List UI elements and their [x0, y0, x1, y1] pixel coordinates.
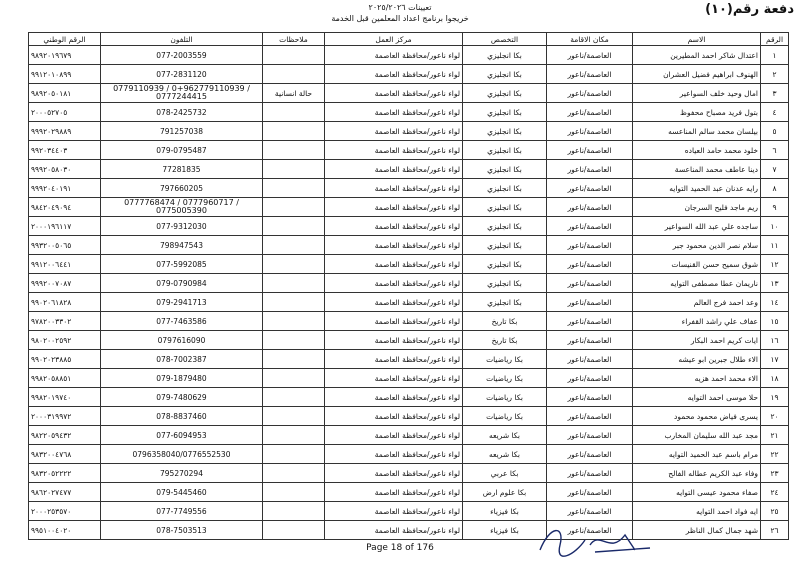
row-residence: العاصمة/ناعور [547, 445, 633, 464]
row-residence: العاصمة/ناعور [547, 122, 633, 141]
table-row [29, 483, 789, 502]
row-specialty: بكا انجليزي [463, 217, 547, 236]
row-specialty: بكا انجليزي [463, 141, 547, 160]
row-residence: العاصمة/ناعور [547, 255, 633, 274]
row-specialty: بكا رياضيات [463, 388, 547, 407]
row-workplace: لواء ناعور/محافظة العاصمة [325, 141, 463, 160]
row-national-id: ٩٧٨٢٠٠٣٣٠٢ [29, 312, 101, 331]
row-specialty: بكا فيزياء [463, 502, 547, 521]
row-residence: العاصمة/ناعور [547, 84, 633, 103]
row-residence: العاصمة/ناعور [547, 179, 633, 198]
row-specialty: بكا انجليزي [463, 65, 547, 84]
row-specialty: بكا انجليزي [463, 179, 547, 198]
row-residence: العاصمة/ناعور [547, 350, 633, 369]
row-name: ناريمان عطا مصطفى التوايه [633, 274, 761, 293]
row-name: الهنوف ابراهيم فضيل العشران [633, 65, 761, 84]
row-residence: العاصمة/ناعور [547, 312, 633, 331]
title-line-2: خريجوا برنامج اعداد المعلمين قبل الخدمة [331, 14, 469, 23]
table-row [29, 255, 789, 274]
row-national-id: ٢٠٠٠٥٢٧٠٥ [29, 103, 101, 122]
row-index: ١٦ [761, 331, 789, 350]
row-workplace: لواء ناعور/محافظة العاصمة [325, 350, 463, 369]
row-national-id: ٩٨٢٢٠٥٩٤٣٢ [29, 426, 101, 445]
row-national-id: ٩٩٠٢٠٦١٨٢٨ [29, 293, 101, 312]
row-notes [263, 426, 325, 445]
col-header-notes: ملاحظات [263, 33, 325, 46]
row-residence: العاصمة/ناعور [547, 198, 633, 217]
col-header-workplace: مركز العمل [325, 33, 463, 46]
row-notes [263, 388, 325, 407]
row-notes [263, 65, 325, 84]
table-row [29, 445, 789, 464]
row-name: شوق سميح حسن القنيسات [633, 255, 761, 274]
col-header-specialty: التخصص [463, 33, 547, 46]
row-index: ٢٥ [761, 502, 789, 521]
row-national-id: ٩٩٥١٠٠٤٠٢٠ [29, 521, 101, 540]
row-workplace: لواء ناعور/محافظة العاصمة [325, 521, 463, 540]
row-national-id: ٩٩٣٢٠٠٥٠٦٥ [29, 236, 101, 255]
row-workplace: لواء ناعور/محافظة العاصمة [325, 255, 463, 274]
row-residence: العاصمة/ناعور [547, 502, 633, 521]
row-index: ٥ [761, 122, 789, 141]
row-notes [263, 521, 325, 540]
row-notes [263, 179, 325, 198]
row-workplace: لواء ناعور/محافظة العاصمة [325, 84, 463, 103]
row-specialty: بكا انجليزي [463, 46, 547, 65]
row-phone: 077-5992085 [101, 255, 263, 274]
row-index: ١٠ [761, 217, 789, 236]
row-index: ١٨ [761, 369, 789, 388]
row-index: ٢ [761, 65, 789, 84]
row-workplace: لواء ناعور/محافظة العاصمة [325, 274, 463, 293]
row-workplace: لواء ناعور/محافظة العاصمة [325, 103, 463, 122]
row-residence: العاصمة/ناعور [547, 217, 633, 236]
table-row [29, 312, 789, 331]
row-notes [263, 141, 325, 160]
table-row [29, 84, 789, 103]
table-row [29, 293, 789, 312]
row-index: ٢٠ [761, 407, 789, 426]
table-row [29, 122, 789, 141]
row-national-id: ٩٨٠٢٠٠٢٥٩٢ [29, 331, 101, 350]
row-national-id: ٩٩٨٢٠٥٨٨٥١ [29, 369, 101, 388]
row-residence: العاصمة/ناعور [547, 274, 633, 293]
row-national-id: ٩٩٠٢٠٢٣٨٨٥ [29, 350, 101, 369]
row-notes [263, 464, 325, 483]
row-national-id: ٩٨٩٢٠١٩٦٧٩ [29, 46, 101, 65]
row-specialty: بكا انجليزي [463, 274, 547, 293]
row-index: ١ [761, 46, 789, 65]
page-number: Page 18 of 176 [366, 543, 434, 553]
row-workplace: لواء ناعور/محافظة العاصمة [325, 407, 463, 426]
row-specialty: بكا انجليزي [463, 293, 547, 312]
row-notes [263, 236, 325, 255]
row-phone: 078-2425732 [101, 103, 263, 122]
row-name: سلام نصر الدين محمود جبر [633, 236, 761, 255]
row-name: شهد جمال كمال الناظر [633, 521, 761, 540]
row-index: ٢٢ [761, 445, 789, 464]
row-specialty: بكا انجليزي [463, 122, 547, 141]
row-residence: العاصمة/ناعور [547, 483, 633, 502]
row-phone: 079-2941713 [101, 293, 263, 312]
row-residence: العاصمة/ناعور [547, 388, 633, 407]
row-specialty: بكا فيزياء [463, 521, 547, 540]
row-workplace: لواء ناعور/محافظة العاصمة [325, 293, 463, 312]
row-residence: العاصمة/ناعور [547, 141, 633, 160]
row-phone: 078-8837460 [101, 407, 263, 426]
row-national-id: ٩٨٤٢٠٤٩٠٩٤ [29, 198, 101, 217]
row-index: ٢١ [761, 426, 789, 445]
row-phone: 0779110939 / 0+962779110939 / 0777244415 [101, 84, 263, 103]
row-name: صفاء محمود عيسى التوايه [633, 483, 761, 502]
row-name: اعتدال شاكر احمد المطيرين [633, 46, 761, 65]
row-phone: 0796358040/0776552530 [101, 445, 263, 464]
row-index: ٢٤ [761, 483, 789, 502]
row-notes [263, 445, 325, 464]
row-phone: 795270294 [101, 464, 263, 483]
row-specialty: بكا انجليزي [463, 198, 547, 217]
row-index: ١٣ [761, 274, 789, 293]
row-national-id: ٩٩٨٢٠١٩٧٤٠ [29, 388, 101, 407]
row-phone: 079-0790984 [101, 274, 263, 293]
row-phone: 077-2003559 [101, 46, 263, 65]
row-national-id: ٩٨٣٢٠٥٢٢٢٢ [29, 464, 101, 483]
col-header-national-id: الرقم الوطني [29, 33, 101, 46]
row-phone: 079-7480629 [101, 388, 263, 407]
row-workplace: لواء ناعور/محافظة العاصمة [325, 122, 463, 141]
row-national-id: ٩٩٢٠٣٤٤٠٣ [29, 141, 101, 160]
row-index: ٣ [761, 84, 789, 103]
row-national-id: ٩٨٣٢٠٠٤٧٦٨ [29, 445, 101, 464]
row-national-id: ٩٩٩٢٠٠٧٠٨٧ [29, 274, 101, 293]
document-title [0, 2, 800, 24]
row-residence: العاصمة/ناعور [547, 369, 633, 388]
col-header-phone: التلفون [101, 33, 263, 46]
row-index: ٨ [761, 179, 789, 198]
row-specialty: بكا شريعه [463, 445, 547, 464]
table-row [29, 274, 789, 293]
row-workplace: لواء ناعور/محافظة العاصمة [325, 46, 463, 65]
row-specialty: بكا رياضيات [463, 407, 547, 426]
row-workplace: لواء ناعور/محافظة العاصمة [325, 502, 463, 521]
row-residence: العاصمة/ناعور [547, 293, 633, 312]
row-index: ٦ [761, 141, 789, 160]
col-header-name: الاسم [633, 33, 761, 46]
table-row [29, 160, 789, 179]
row-national-id: ٩٩١٢٠١٠٨٩٩ [29, 65, 101, 84]
row-residence: العاصمة/ناعور [547, 521, 633, 540]
row-notes [263, 407, 325, 426]
row-phone: 077-2831120 [101, 65, 263, 84]
row-specialty: بكا تاريخ [463, 312, 547, 331]
row-name: مجد عبد الله سليمان المخارب [633, 426, 761, 445]
row-phone: 77281835 [101, 160, 263, 179]
row-name: دينا عاطف محمد المناعسة [633, 160, 761, 179]
row-index: ١٩ [761, 388, 789, 407]
row-specialty: بكا رياضيات [463, 369, 547, 388]
row-notes: حالة انسانية [263, 84, 325, 103]
row-national-id: ٩٨٦٢٠٢٧٤٧٧ [29, 483, 101, 502]
row-workplace: لواء ناعور/محافظة العاصمة [325, 331, 463, 350]
row-national-id: ٩٩٩٢٠٢٩٨٨٩ [29, 122, 101, 141]
table-row [29, 369, 789, 388]
row-notes [263, 122, 325, 141]
table-row [29, 46, 789, 65]
row-name: مرام باسم عبد الحميد التوايه [633, 445, 761, 464]
row-national-id: ٩٩١٢٠٠٦٤٤١ [29, 255, 101, 274]
row-workplace: لواء ناعور/محافظة العاصمة [325, 312, 463, 331]
row-notes [263, 502, 325, 521]
row-index: ٧ [761, 160, 789, 179]
row-residence: العاصمة/ناعور [547, 464, 633, 483]
row-phone: 078-7503513 [101, 521, 263, 540]
row-phone: 791257038 [101, 122, 263, 141]
table-row [29, 236, 789, 255]
row-index: ١١ [761, 236, 789, 255]
row-workplace: لواء ناعور/محافظة العاصمة [325, 445, 463, 464]
row-national-id: ٢٠٠٠١٩٦١١٧ [29, 217, 101, 236]
row-workplace: لواء ناعور/محافظة العاصمة [325, 236, 463, 255]
row-phone: 079-1879480 [101, 369, 263, 388]
row-phone: 077-7463586 [101, 312, 263, 331]
row-specialty: بكا تاريخ [463, 331, 547, 350]
row-phone: 077-9312030 [101, 217, 263, 236]
row-name: بيلسان محمد سالم المناعسه [633, 122, 761, 141]
row-name: عفاف علي راشد القفراء [633, 312, 761, 331]
row-phone: 077-7749556 [101, 502, 263, 521]
row-name: يسرى فياض محمود محمود [633, 407, 761, 426]
row-workplace: لواء ناعور/محافظة العاصمة [325, 464, 463, 483]
row-index: ٢٣ [761, 464, 789, 483]
row-notes [263, 293, 325, 312]
row-notes [263, 369, 325, 388]
appointments-table [28, 32, 789, 540]
row-specialty: بكا شريعه [463, 426, 547, 445]
row-name: بتول فريد مصباح محفوظ [633, 103, 761, 122]
table-header-row [29, 33, 789, 46]
row-name: ايه فواد احمد التوايه [633, 502, 761, 521]
row-national-id: ٢٠٠٠٢٥٣٥٧٠ [29, 502, 101, 521]
row-notes [263, 274, 325, 293]
row-residence: العاصمة/ناعور [547, 103, 633, 122]
row-specialty: بكا انجليزي [463, 84, 547, 103]
row-residence: العاصمة/ناعور [547, 160, 633, 179]
row-notes [263, 312, 325, 331]
title-line-1: تعيينات ٢٠٢٥/٢٠٢٦ [368, 3, 432, 12]
table-row [29, 521, 789, 540]
row-name: ساجده علي عبد الله السواعير [633, 217, 761, 236]
row-specialty: بكا انجليزي [463, 255, 547, 274]
row-workplace: لواء ناعور/محافظة العاصمة [325, 369, 463, 388]
row-index: ١٧ [761, 350, 789, 369]
col-header-index: الرقم [761, 33, 789, 46]
row-national-id: ٩٨٩٢٠٥٠١٨١ [29, 84, 101, 103]
row-phone: 079-0795487 [101, 141, 263, 160]
row-phone: 797660205 [101, 179, 263, 198]
row-name: خلود محمد حامد العياده [633, 141, 761, 160]
row-name: وفاء عبد الكريم عطاله الفالح [633, 464, 761, 483]
table-row [29, 407, 789, 426]
row-specialty: بكا علوم ارض [463, 483, 547, 502]
table-row [29, 217, 789, 236]
row-index: ١٥ [761, 312, 789, 331]
table-row [29, 65, 789, 84]
row-workplace: لواء ناعور/محافظة العاصمة [325, 388, 463, 407]
table-row [29, 426, 789, 445]
row-notes [263, 350, 325, 369]
row-residence: العاصمة/ناعور [547, 407, 633, 426]
row-phone: 0797616090 [101, 331, 263, 350]
row-specialty: بكا رياضيات [463, 350, 547, 369]
row-name: وعد احمد فرج العالم [633, 293, 761, 312]
batch-number: دفعة رقم(١٠) [705, 2, 794, 17]
table-row [29, 464, 789, 483]
row-name: ايات كريم احمد البكار [633, 331, 761, 350]
row-specialty: بكا انجليزي [463, 160, 547, 179]
row-phone: 077-6094953 [101, 426, 263, 445]
table-row [29, 179, 789, 198]
row-notes [263, 160, 325, 179]
row-workplace: لواء ناعور/محافظة العاصمة [325, 483, 463, 502]
row-workplace: لواء ناعور/محافظة العاصمة [325, 65, 463, 84]
row-name: امال وحيد خلف السواعير [633, 84, 761, 103]
row-notes [263, 103, 325, 122]
table-row [29, 388, 789, 407]
row-index: ٤ [761, 103, 789, 122]
row-phone: 0777768474 / 0777960717 / 0775005390 [101, 198, 263, 217]
signature-icon [535, 520, 655, 560]
row-workplace: لواء ناعور/محافظة العاصمة [325, 160, 463, 179]
row-notes [263, 255, 325, 274]
row-index: ٢٦ [761, 521, 789, 540]
row-notes [263, 331, 325, 350]
row-specialty: بكا عربي [463, 464, 547, 483]
col-header-residence: مكان الاقامة [547, 33, 633, 46]
table-row [29, 103, 789, 122]
row-name: الاء محمد احمد هزيه [633, 369, 761, 388]
row-index: ١٢ [761, 255, 789, 274]
table-row [29, 502, 789, 521]
row-phone: 798947543 [101, 236, 263, 255]
row-index: ٩ [761, 198, 789, 217]
row-residence: العاصمة/ناعور [547, 331, 633, 350]
row-notes [263, 217, 325, 236]
row-residence: العاصمة/ناعور [547, 236, 633, 255]
row-index: ١٤ [761, 293, 789, 312]
row-national-id: ٩٩٩٢٠٥٨٠٣٠ [29, 160, 101, 179]
table-row [29, 141, 789, 160]
row-phone: 079-5445460 [101, 483, 263, 502]
row-specialty: بكا انجليزي [463, 236, 547, 255]
row-name: الاء طلال جبرين ابو عيشه [633, 350, 761, 369]
table-row [29, 331, 789, 350]
row-national-id: ٢٠٠٠٣١٩٩٧٢ [29, 407, 101, 426]
row-workplace: لواء ناعور/محافظة العاصمة [325, 179, 463, 198]
row-phone: 078-7002387 [101, 350, 263, 369]
row-name: ريم ماجد فليح السرجان [633, 198, 761, 217]
row-workplace: لواء ناعور/محافظة العاصمة [325, 217, 463, 236]
row-workplace: لواء ناعور/محافظة العاصمة [325, 198, 463, 217]
row-specialty: بكا انجليزي [463, 103, 547, 122]
row-name: حلا موسى احمد التوايه [633, 388, 761, 407]
row-notes [263, 198, 325, 217]
row-national-id: ٩٩٩٢٠٤٠١٩١ [29, 179, 101, 198]
row-notes [263, 46, 325, 65]
row-name: رايه عدنان عبد الحميد التوايه [633, 179, 761, 198]
table-row [29, 350, 789, 369]
row-workplace: لواء ناعور/محافظة العاصمة [325, 426, 463, 445]
table-row [29, 198, 789, 217]
row-residence: العاصمة/ناعور [547, 46, 633, 65]
row-residence: العاصمة/ناعور [547, 426, 633, 445]
row-notes [263, 483, 325, 502]
row-residence: العاصمة/ناعور [547, 65, 633, 84]
